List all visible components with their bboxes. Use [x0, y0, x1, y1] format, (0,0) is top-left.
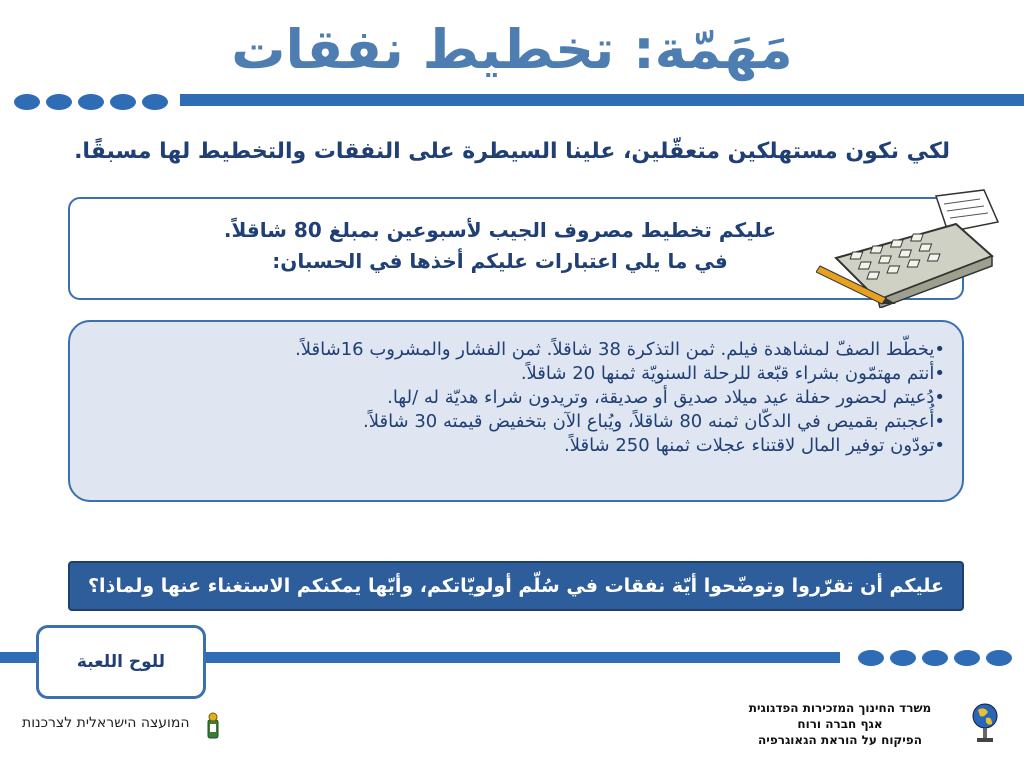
task-line-1: عليكم تخطيط مصروف الجيب لأسبوعين بمبلغ 80 شاقلاً.	[223, 218, 777, 242]
bottom-dot	[858, 650, 884, 666]
globe-icon	[970, 700, 1000, 746]
task-line-2: في ما يلي اعتبارات عليكم أخذها في الحسبان:	[272, 249, 728, 273]
task-text	[220, 215, 780, 285]
top-divider-bar	[180, 94, 1024, 106]
top-dot	[78, 94, 104, 110]
list-item: •تودّون توفير المال لاقتناء عجلات ثمنها 250 شاقلاً.	[564, 435, 945, 456]
bottom-dot	[922, 650, 948, 666]
ministry-line-2: אגף חברה ורוח	[797, 717, 883, 731]
top-dot	[142, 94, 168, 110]
slide-title: مَهَمّة: تخطيط نفقات	[231, 18, 793, 81]
bottom-dot	[954, 650, 980, 666]
ministry-footer	[720, 700, 960, 748]
council-footer	[22, 715, 190, 739]
considerations-list	[90, 338, 945, 458]
game-board-button[interactable]: للوح اللعبة	[36, 625, 206, 699]
list-item: •دُعيتم لحضور حفلة عيد ميلاد صديق أو صديقة، وتريدون شراء هديّة له /لها.	[387, 387, 945, 408]
top-dot	[110, 94, 136, 110]
council-logo-icon	[204, 712, 222, 740]
question-banner: عليكم أن تقرّروا وتوضّحوا أيّة نفقات في سُلّم أولويّاتكم، وأيّها يمكنكم الاستغناء عنها ولماذا؟	[68, 561, 964, 611]
calculator-icon	[816, 188, 1002, 308]
list-item: •أنتم مهتمّون بشراء قبّعة للرحلة السنويّة ثمنها 20 شاقلاً.	[520, 363, 945, 384]
bottom-dot	[890, 650, 916, 666]
council-label: המועצה הישראלית לצרכנות	[22, 715, 190, 731]
ministry-line-3: הפיקוח על הוראת הגאוגרפיה	[758, 733, 922, 747]
bottom-dot	[986, 650, 1012, 666]
top-dot	[14, 94, 40, 110]
slide-subtitle: لكي نكون مستهلكين متعقّلين، علينا السيطرة على النفقات والتخطيط لها مسبقًا.	[74, 139, 950, 164]
top-dot	[46, 94, 72, 110]
list-item: •أُعجبتم بقميص في الدكّان ثمنه 80 شاقلاً، ويُباع الآن بتخفيض قيمته 30 شاقلاً.	[363, 411, 945, 432]
ministry-line-1: משרד החינוך המזכירות הפדגוגית	[748, 701, 932, 715]
list-item: •يخطّط الصفّ لمشاهدة فيلم. ثمن التذكرة 38 شاقلاً. ثمن الفشار والمشروب 16شاقلاً.	[295, 339, 945, 360]
